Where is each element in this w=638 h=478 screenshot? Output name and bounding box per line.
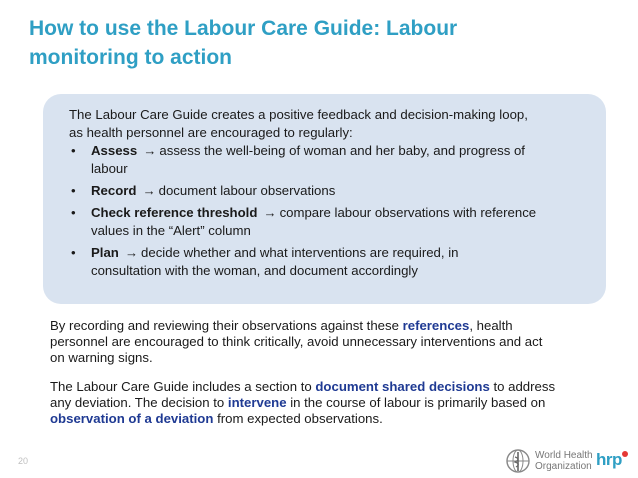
para2-text: in the course of labour is primarily based on [286,395,546,410]
arrow-right-icon: → [142,183,156,198]
arrow-right-icon: → [124,245,139,260]
record-text-line-1: document labour observations [158,183,336,198]
paragraph-shared-decisions [50,379,610,427]
list-item-plan [69,244,590,280]
plan-text-line-1: decide whether and what interventions are required, in [141,245,459,260]
action-list [69,142,590,280]
highlight-observation-of-a-deviation: observation of a deviation [50,411,214,426]
highlight-document-shared-decisions: document shared decisions [315,379,490,394]
highlight-references: references [402,318,470,333]
assess-text-line-1: assess the well-being of woman and her baby, and progress of [159,143,525,158]
arrow-right-icon: → [263,205,277,220]
slide-title-line-2: monitoring to action [29,46,232,69]
term-plan: Plan [91,245,119,260]
check-text-line-1: compare labour observations with reference [279,205,537,220]
list-item-check-reference-threshold [69,204,590,240]
box-intro [69,106,590,142]
who-name-line-2: Organization [535,461,592,472]
hrp-logo: hrp [596,450,622,469]
assess-text-line-2: labour [91,161,128,176]
bullet-icon: • [71,245,76,260]
box-intro-line-1: The Labour Care Guide creates a positive feedback and decision-making loop, [69,107,528,122]
arrow-right-icon: → [143,143,157,158]
term-check-reference-threshold: Check reference threshold [91,205,258,220]
paragraph-references [50,318,610,366]
list-item-assess [69,142,590,178]
para1-line-3: on warning signs. [50,350,153,365]
slide-title [29,14,609,72]
slide-title-line-1: How to use the Labour Care Guide: Labour [29,17,458,40]
who-name-line-1: World Health [535,450,593,461]
para2-text: The Labour Care Guide includes a section to [50,379,316,394]
feedback-loop-box [43,94,606,304]
box-intro-line-2: as health personnel are encouraged to regularly: [69,125,353,140]
page-number: 20 [18,456,29,466]
para1-text: , health [469,318,513,333]
bullet-icon: • [71,205,76,220]
term-assess: Assess [91,143,138,158]
who-emblem-icon [505,448,531,474]
para1-text: By recording and reviewing their observations against these [50,318,403,333]
para2-text: to address [489,379,556,394]
hrp-logo-dot-icon [622,451,628,457]
bullet-icon: • [71,143,76,158]
para2-text: any deviation. The decision to [50,395,228,410]
bullet-icon: • [71,183,76,198]
para2-text: from expected observations. [213,411,383,426]
plan-text-line-2: consultation with the woman, and document accordingly [91,263,418,278]
check-text-line-2: values in the “Alert” column [91,223,251,238]
list-item-record [69,182,590,200]
who-logo [505,446,593,476]
para1-line-2: personnel are encouraged to think critically, avoid unnecessary interventions and act [50,334,543,349]
highlight-intervene: intervene [227,395,287,410]
term-record: Record [91,183,137,198]
